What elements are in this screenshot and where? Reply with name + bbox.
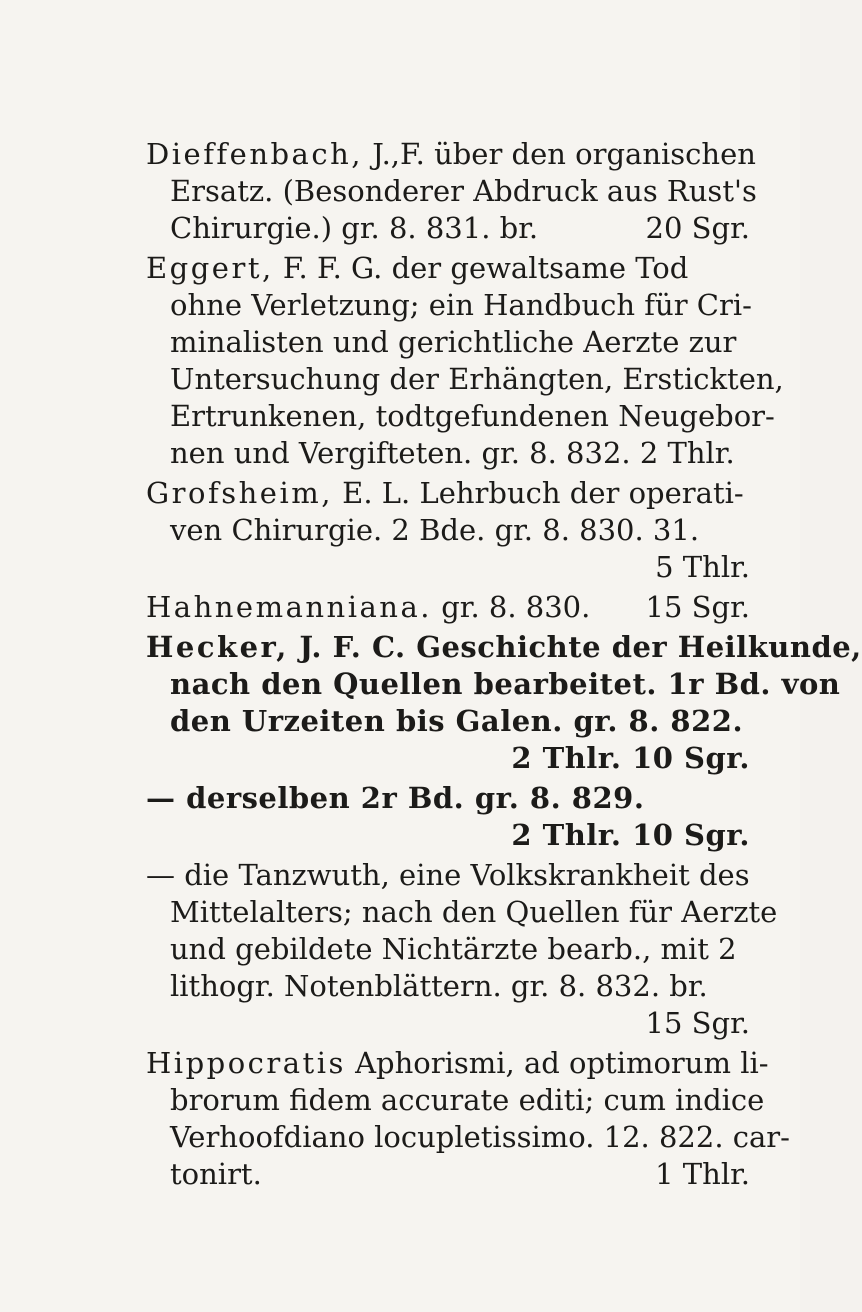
- price: 5 Thlr.: [655, 550, 750, 584]
- author-name: Grofsheim,: [146, 476, 333, 510]
- author-name: Dieffenbach,: [146, 137, 363, 171]
- entry-line: [146, 173, 786, 210]
- entry-text: — derselben 2r Bd. gr. 8. 829.: [146, 781, 645, 815]
- entry-line: [146, 740, 786, 777]
- catalog-entry: [146, 857, 786, 1042]
- entry-text: minalisten und gerichtliche Aerzte zur: [170, 325, 737, 359]
- entry-line: [146, 666, 841, 703]
- entry-text: nach den Quellen bearbeitet. 1r Bd. von: [170, 667, 841, 701]
- catalog-entry: [146, 589, 786, 626]
- entry-text: F. F. G. der gewaltsame Tod: [273, 251, 689, 285]
- entry-line: [146, 780, 786, 817]
- entry-text: Ertrunkenen, todtgefundenen Neugebor-: [170, 399, 775, 433]
- entry-line: [146, 512, 786, 549]
- catalog-entry: [146, 780, 786, 854]
- entry-line: [146, 817, 786, 854]
- entry-text: ven Chirurgie. 2 Bde. gr. 8. 830. 31.: [170, 513, 700, 547]
- price: 20 Sgr.: [645, 211, 750, 245]
- entry-line: [146, 549, 786, 586]
- catalog-entry: [146, 136, 786, 247]
- entry-line: [146, 1082, 786, 1119]
- entry-line: [146, 968, 786, 1005]
- entry-line: [146, 894, 786, 931]
- entry-text: brorum fidem accurate editi; cum indice: [170, 1083, 765, 1117]
- entry-line: [146, 136, 786, 173]
- entry-line: [146, 1156, 786, 1193]
- entry-line: [146, 589, 786, 626]
- catalog-entry: [146, 475, 786, 586]
- entry-text: — die Tanzwuth, eine Volkskrankheit des: [146, 858, 750, 892]
- entry-text: J. F. C. Geschichte der Heilkunde,: [288, 630, 862, 664]
- entry-text: lithogr. Notenblättern. gr. 8. 832. br.: [170, 969, 708, 1003]
- entry-text: gr. 8. 830.: [432, 590, 591, 624]
- entry-text: J.,F. über den organischen: [363, 137, 756, 171]
- entry-text: Ersatz. (Besonderer Abdruck aus Rust's: [170, 174, 757, 208]
- entry-line: [146, 1005, 786, 1042]
- entry-text: Aphorismi, ad optimorum li-: [345, 1046, 769, 1080]
- entry-text: Untersuchung der Erhängten, Erstickten,: [170, 362, 784, 396]
- entry-line: [146, 475, 786, 512]
- author-name: Hahnemanniana.: [146, 590, 432, 624]
- price: 1 Thlr.: [655, 1157, 750, 1191]
- entry-line: [146, 931, 786, 968]
- author-name: Hippocratis: [146, 1046, 346, 1080]
- price: 15 Sgr.: [645, 1006, 750, 1040]
- entry-text: ohne Verletzung; ein Handbuch für Cri-: [170, 288, 752, 322]
- entry-text: tonirt.: [170, 1157, 262, 1191]
- entry-line: [146, 1045, 786, 1082]
- entry-text: nen und Vergifteten. gr. 8. 832. 2 Thlr.: [170, 436, 735, 470]
- catalog-column: [146, 136, 862, 1196]
- entry-text: den Urzeiten bis Galen. gr. 8. 822.: [170, 704, 744, 738]
- entry-line: [146, 629, 862, 666]
- author-name: Hecker,: [146, 630, 289, 664]
- entry-line: [146, 857, 786, 894]
- entry-line: [146, 287, 786, 324]
- entry-line: [146, 250, 786, 287]
- entry-text: Mittelalters; nach den Quellen für Aerzte: [170, 895, 778, 929]
- entry-line: [146, 324, 786, 361]
- entry-line: [146, 398, 786, 435]
- entry-text: Chirurgie.) gr. 8. 831. br.: [170, 211, 539, 245]
- catalog-entry: [146, 629, 862, 777]
- price: 15 Sgr.: [645, 590, 750, 624]
- author-name: Eggert,: [146, 251, 274, 285]
- entry-text: Verhoofdiano locupletissimo. 12. 822. car-: [170, 1120, 790, 1154]
- entry-line: [146, 435, 786, 472]
- entry-line: [146, 703, 786, 740]
- catalog-entry: [146, 1045, 790, 1193]
- entry-line: [146, 210, 786, 247]
- entry-line: [146, 1119, 790, 1156]
- entry-text: und gebildete Nichtärzte bearb., mit 2: [170, 932, 737, 966]
- entry-text: E. L. Lehrbuch der operati-: [332, 476, 744, 510]
- price: 2 Thlr. 10 Sgr.: [511, 741, 750, 775]
- catalog-entry: [146, 250, 786, 472]
- entry-line: [146, 361, 786, 398]
- price: 2 Thlr. 10 Sgr.: [511, 818, 750, 852]
